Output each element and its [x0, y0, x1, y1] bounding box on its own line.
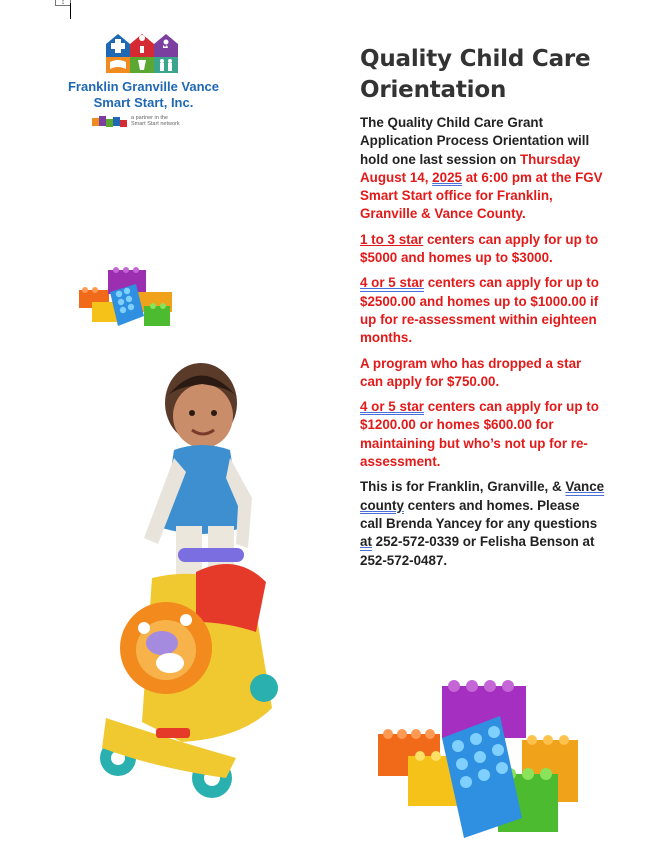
- logo-org-name-line2: Smart Start, Inc.: [93, 95, 194, 110]
- partner-line1: a partner in the: [131, 115, 168, 121]
- partner-squares-icon: [91, 114, 131, 130]
- fgv-smart-start-logo: [66, 32, 226, 137]
- tier2-text: centers can apply for up to $2500.00 and homes up to $1000.00 if up for re-assessment within eighteen months.: [360, 275, 599, 346]
- intro-year: 2025: [432, 169, 462, 185]
- toy-blocks-large-image: [372, 678, 584, 838]
- flyer-text-column: [360, 44, 605, 577]
- toddler-with-walker-image: [96, 358, 296, 808]
- tier-4-5-star-reassessment-paragraph: [360, 274, 605, 347]
- contact-text-3: 252-572-0339 or Felisha Benson at 252-572-0487.: [360, 534, 595, 568]
- tier2-label: 4 or 5 star: [360, 275, 425, 291]
- smart-start-partner-badge: [91, 114, 231, 130]
- intro-paragraph: [360, 114, 605, 224]
- tier4-label: 4 or 5 star: [360, 399, 425, 415]
- dropped-star-paragraph: A program who has dropped a star can apply for $750.00.: [360, 355, 582, 389]
- partner-line2: Smart Start network: [131, 121, 180, 127]
- tier1-label: 1 to 3 star: [360, 231, 424, 247]
- tier4-text: centers can apply for up to $1200.00 or homes $600.00 for maintaining but who’s not up for re-assessment.: [360, 399, 599, 470]
- contact-text-2: centers and homes. Please call Brenda Yancey for any questions: [360, 497, 598, 531]
- tier-4-5-star-maintaining-paragraph: [360, 398, 605, 471]
- logo-org-name-line1: Franklin Granville Vance: [67, 79, 219, 94]
- text-cursor: [70, 3, 71, 19]
- logo-houses-icon: [66, 32, 226, 78]
- contact-county: Vance county: [360, 479, 605, 513]
- page-title: Quality Child Care Orientation: [360, 46, 591, 103]
- contact-text-1: This is for Franklin, Granville, &: [360, 479, 566, 495]
- partner-text: [131, 115, 180, 127]
- tier-1-to-3-star-paragraph: [360, 231, 605, 268]
- intro-date: Thursday August 14,: [360, 151, 581, 185]
- contact-paragraph: [360, 478, 605, 569]
- contact-at: at: [360, 534, 372, 550]
- anchor-mark: ↕: [55, 0, 71, 6]
- intro-text-1: The Quality Child Care Grant Application Process Orientation will hold one last session on: [360, 115, 590, 167]
- tier1-text: centers can apply for up to $5000 and homes up to $3000.: [360, 231, 599, 266]
- toy-blocks-small-image: [74, 262, 180, 334]
- intro-details: at 6:00 pm at the FGV Smart Start office for Franklin, Granville & Vance County.: [360, 169, 603, 222]
